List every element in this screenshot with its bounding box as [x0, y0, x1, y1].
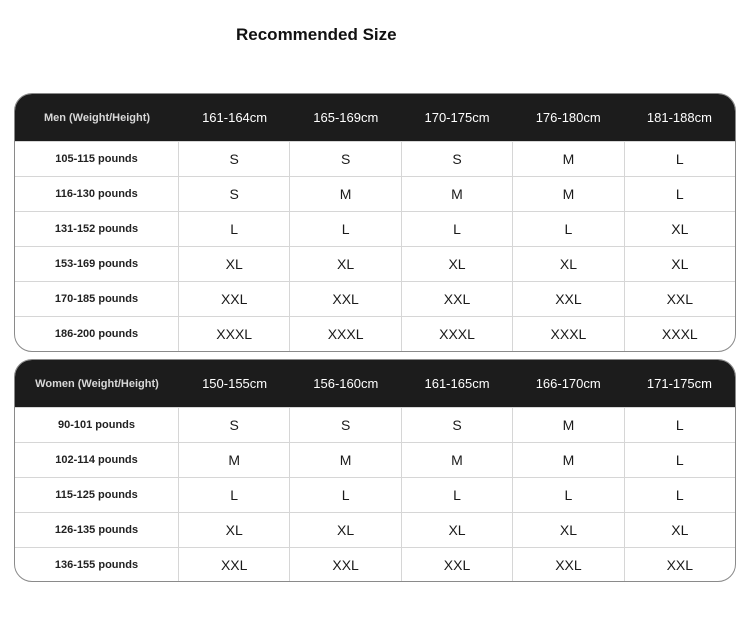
table-row: [15, 407, 735, 442]
table-row: [15, 141, 735, 176]
size-cell: XL: [179, 513, 290, 547]
page-title: Recommended Size: [236, 25, 397, 44]
size-cell: XXL: [513, 548, 624, 582]
men-header-label: Men (Weight/Height): [43, 111, 151, 124]
size-cell: XXXL: [402, 317, 513, 351]
women-height-column: 156-160cm: [313, 376, 379, 391]
table-row: [15, 547, 735, 582]
size-cell: XXL: [179, 548, 290, 582]
size-cell: XXXL: [661, 326, 698, 342]
size-cell: XL: [513, 247, 624, 281]
women-height-column: 161-165cm: [424, 376, 490, 391]
size-cell: S: [402, 408, 513, 442]
size-cell: L: [675, 417, 684, 433]
weight-label: 131-152 pounds: [15, 212, 179, 246]
size-cell: L: [290, 212, 401, 246]
size-cell: XL: [671, 221, 689, 237]
size-cell: XXL: [513, 282, 624, 316]
size-cell: XL: [671, 522, 689, 538]
size-cell: M: [290, 443, 401, 477]
weight-label: 116-130 pounds: [15, 177, 179, 211]
size-cell: L: [179, 478, 290, 512]
size-cell: L: [675, 487, 684, 503]
weight-label: 170-185 pounds: [15, 282, 179, 316]
table-row: [15, 316, 735, 351]
size-cell: XXXL: [179, 317, 290, 351]
weight-label: 102-114 pounds: [15, 443, 179, 477]
weight-label: 90-101 pounds: [15, 408, 179, 442]
men-height-column: 161-164cm: [202, 110, 268, 125]
size-cell: XXL: [179, 282, 290, 316]
size-cell: XL: [402, 247, 513, 281]
size-cell: S: [290, 142, 401, 176]
size-cell: L: [675, 452, 684, 468]
size-cell: XXL: [402, 548, 513, 582]
size-cell: XL: [671, 256, 689, 272]
size-cell: XXL: [402, 282, 513, 316]
weight-label: 153-169 pounds: [15, 247, 179, 281]
weight-label: 186-200 pounds: [15, 317, 179, 351]
table-row: [15, 176, 735, 211]
size-cell: M: [179, 443, 290, 477]
size-cell: XL: [290, 247, 401, 281]
size-cell: XXXL: [513, 317, 624, 351]
weight-label: 105-115 pounds: [15, 142, 179, 176]
table-row: [15, 512, 735, 547]
women-height-column: 150-155cm: [202, 376, 268, 391]
men-height-column: 181-188cm: [646, 110, 712, 125]
men-height-column: 176-180cm: [535, 110, 601, 125]
size-cell: S: [179, 142, 290, 176]
size-cell: S: [179, 177, 290, 211]
men-size-table: [14, 93, 736, 352]
size-cell: S: [290, 408, 401, 442]
size-cell: L: [290, 478, 401, 512]
size-cell: L: [179, 212, 290, 246]
table-row: [15, 477, 735, 512]
table-row: [15, 281, 735, 316]
size-cell: XXL: [290, 548, 401, 582]
women-height-column: 171-175cm: [646, 376, 712, 391]
size-cell: XL: [513, 513, 624, 547]
size-cell: L: [513, 212, 624, 246]
size-cell: L: [402, 478, 513, 512]
women-table-header: [15, 360, 735, 407]
men-height-column: 165-169cm: [313, 110, 379, 125]
weight-label: 136-155 pounds: [15, 548, 179, 582]
size-cell: M: [290, 177, 401, 211]
size-cell: XXXL: [290, 317, 401, 351]
size-cell: L: [513, 478, 624, 512]
men-table-header: [15, 94, 735, 141]
size-cell: L: [675, 186, 684, 202]
size-cell: S: [402, 142, 513, 176]
size-cell: M: [513, 443, 624, 477]
table-row: [15, 442, 735, 477]
weight-label: 115-125 pounds: [15, 478, 179, 512]
women-height-column: 166-170cm: [535, 376, 601, 391]
size-cell: XL: [290, 513, 401, 547]
size-cell: M: [402, 443, 513, 477]
table-row: [15, 246, 735, 281]
size-cell: M: [513, 142, 624, 176]
size-cell: L: [402, 212, 513, 246]
table-row: [15, 211, 735, 246]
women-header-label: Women (Weight/Height): [35, 377, 159, 390]
size-cell: M: [513, 408, 624, 442]
weight-label: 126-135 pounds: [15, 513, 179, 547]
size-cell: XL: [179, 247, 290, 281]
size-cell: XL: [402, 513, 513, 547]
size-cell: XXL: [666, 291, 694, 307]
size-cell: L: [675, 151, 684, 167]
size-cell: XXL: [290, 282, 401, 316]
women-size-table: [14, 359, 736, 582]
size-cell: M: [513, 177, 624, 211]
men-height-column: 170-175cm: [424, 110, 490, 125]
size-cell: M: [402, 177, 513, 211]
size-cell: S: [179, 408, 290, 442]
size-cell: XXL: [666, 557, 694, 573]
